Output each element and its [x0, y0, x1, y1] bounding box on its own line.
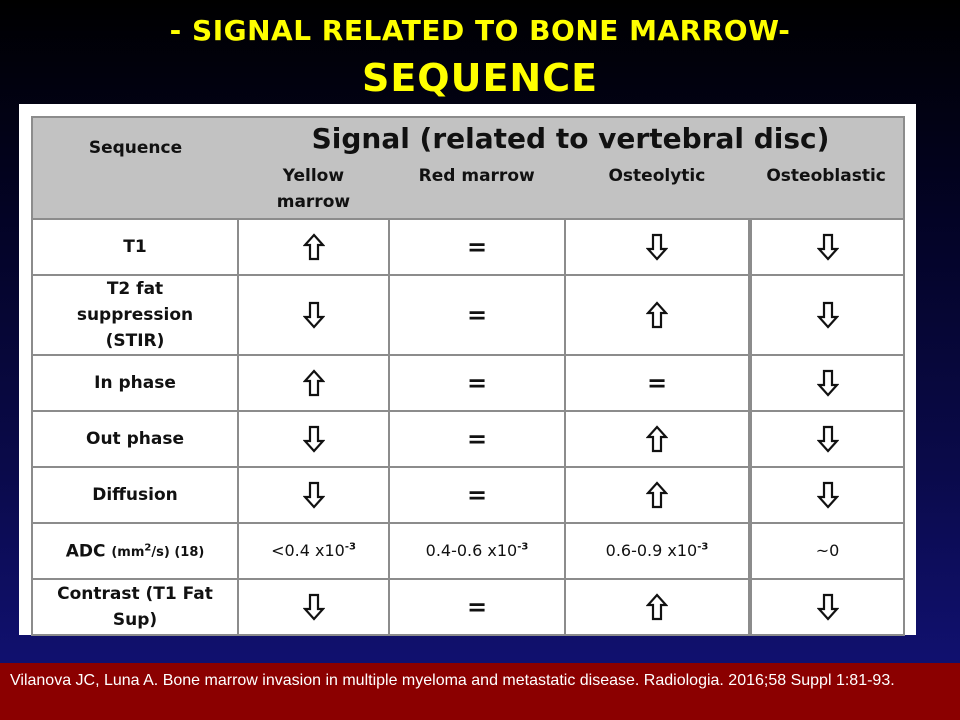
- down-arrow-icon: [238, 467, 389, 523]
- row-label-cell: [32, 219, 238, 275]
- equal-sign: =: [389, 579, 565, 635]
- row-label: T1: [123, 237, 147, 257]
- sequence-header: Sequence: [88, 138, 183, 158]
- down-arrow-icon: [750, 275, 904, 355]
- column-header-red-marrow: Red marrow: [418, 165, 535, 186]
- table-row: [32, 275, 904, 355]
- up-arrow-icon: [238, 219, 389, 275]
- row-label: Contrast (T1 Fat Sup): [57, 584, 213, 630]
- equal-sign: =: [565, 355, 750, 411]
- row-label: T2 fat suppression (STIR): [76, 279, 194, 351]
- table-row: [32, 579, 904, 635]
- adc-value: 0.4-0.6 $x10^{-3}$: [389, 523, 565, 579]
- down-arrow-icon: [238, 275, 389, 355]
- header-row: [32, 117, 904, 219]
- equal-sign: =: [389, 275, 565, 355]
- down-arrow-icon: [238, 579, 389, 635]
- table-row: [32, 411, 904, 467]
- down-arrow-icon: [750, 219, 904, 275]
- table-row: [32, 467, 904, 523]
- table-row: [32, 523, 904, 579]
- row-label-cell: [32, 411, 238, 467]
- adc-value: 0.6-0.9 $x10^{-3}$: [565, 523, 750, 579]
- row-label-cell: [32, 523, 238, 579]
- row-label-cell: [32, 355, 238, 411]
- equal-sign: =: [389, 219, 565, 275]
- table-row: [32, 219, 904, 275]
- down-arrow-icon: [750, 579, 904, 635]
- up-arrow-icon: [565, 579, 750, 635]
- down-arrow-icon: [750, 411, 904, 467]
- up-arrow-icon: [238, 355, 389, 411]
- adc-unit: $(mm^2/s)$ (18): [111, 542, 205, 561]
- table-row: [32, 355, 904, 411]
- column-headers: [238, 163, 903, 215]
- column-header-yellow-marrow: Yellow marrow: [276, 165, 351, 212]
- row-label-cell: [32, 467, 238, 523]
- equal-sign: =: [389, 355, 565, 411]
- down-arrow-icon: [750, 467, 904, 523]
- up-arrow-icon: [565, 467, 750, 523]
- row-label: ADC $(mm^2/s)$ (18): [65, 541, 205, 562]
- signal-header: Signal (related to vertebral disc): [311, 121, 830, 155]
- slide-title: - SIGNAL RELATED TO BONE MARROW-: [169, 14, 791, 47]
- row-label-cell: [32, 579, 238, 635]
- equal-sign: =: [389, 411, 565, 467]
- adc-value: <0.4 $x10^{-3}$: [238, 523, 389, 579]
- signal-header-cell: [238, 117, 904, 219]
- sequence-header-cell: [32, 117, 238, 219]
- up-arrow-icon: [565, 275, 750, 355]
- down-arrow-icon: [238, 411, 389, 467]
- row-label-cell: [32, 275, 238, 355]
- row-label: Out phase: [86, 429, 184, 449]
- down-arrow-icon: [750, 355, 904, 411]
- citation-footer: Vilanova JC, Luna A. Bone marrow invasion in multiple myeloma and metastatic disease. Radiologia. 2016;58 Suppl 1:81-93.: [0, 663, 960, 720]
- adc-value: ~0: [750, 523, 904, 579]
- column-header-osteoblastic: Osteoblastic: [766, 165, 886, 186]
- up-arrow-icon: [565, 411, 750, 467]
- row-label: In phase: [94, 373, 176, 393]
- row-label: Diffusion: [92, 485, 178, 505]
- slide-subtitle: SEQUENCE: [361, 56, 599, 100]
- down-arrow-icon: [565, 219, 750, 275]
- signal-table: [31, 116, 905, 636]
- column-header-osteolytic: Osteolytic: [608, 165, 706, 186]
- equal-sign: =: [389, 467, 565, 523]
